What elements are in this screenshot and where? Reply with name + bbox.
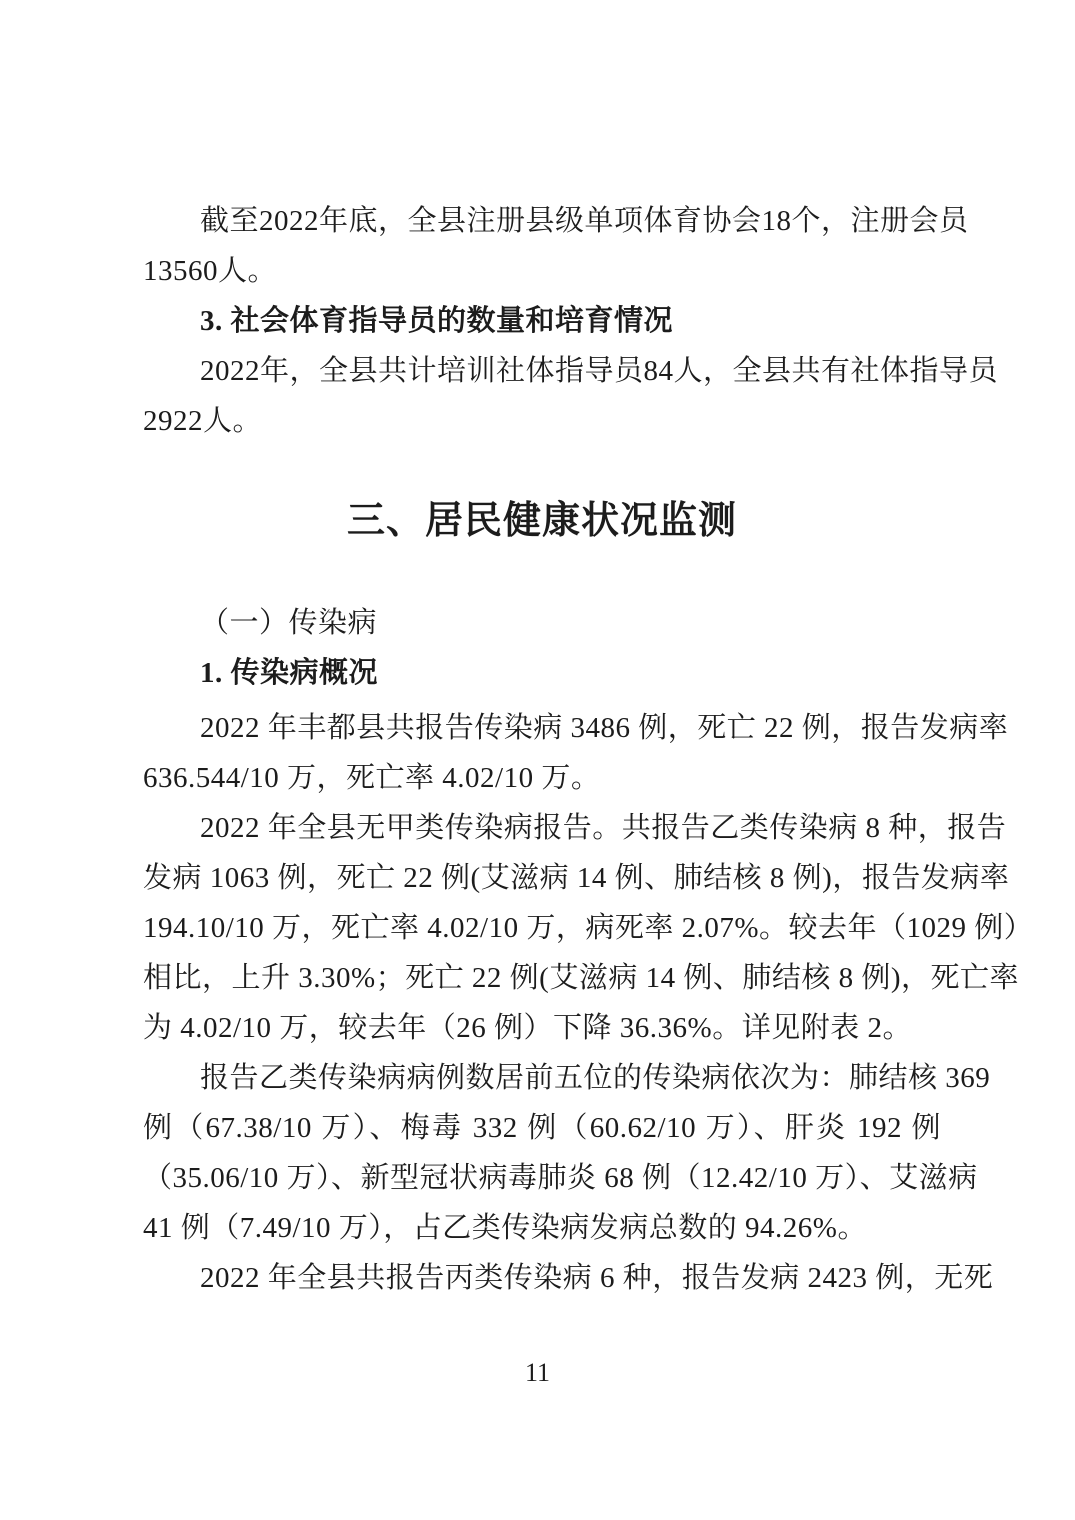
page-number: 11 [524,1358,551,1387]
para-class-b-line-4: 相比，上升 3.30%；死亡 22 例(艾滋病 14 例、肺结核 8 例)，死亡率 [143,962,1019,994]
para-class-b-line-1: 2022 年全县无甲类传染病报告。共报告乙类传染病 8 种，报告 [200,812,1007,844]
para-instructors-line-1: 2022年，全县共计培训社体指导员84人，全县共有社体指导员 [200,355,999,387]
para-associations-line-1: 截至2022年底，全县注册县级单项体育协会18个，注册会员 [200,205,969,237]
section-title: 三、居民健康状况监测 [346,500,737,542]
para-top-five-line-3: （35.06/10 万）、新型冠状病毒肺炎 68 例（12.42/10 万）、艾滋病 [143,1162,978,1194]
para-overview-line-1: 2022 年丰都县共报告传染病 3486 例，死亡 22 例，报告发病率 [200,712,1009,744]
para-class-b-line-3: 194.10/10 万，死亡率 4.02/10 万，病死率 2.07%。较去年（1029 例） [143,912,1034,944]
para-class-c-line-1: 2022 年全县共报告丙类传染病 6 种，报告发病 2423 例，无死 [200,1262,994,1294]
para-top-five-line-4: 41 例（7.49/10 万），占乙类传染病发病总数的 94.26%。 [143,1212,867,1244]
para-top-five-line-2: 例（67.38/10 万）、梅毒 332 例（60.62/10 万）、肝炎 192 例 [143,1112,941,1144]
document-body [143,196,1034,1303]
para-associations-line-2: 13560人。 [143,255,278,287]
para-overview-line-2: 636.544/10 万，死亡率 4.02/10 万。 [143,762,601,794]
subsection-heading: （一）传染病 [200,607,378,639]
para-class-b-line-5: 为 4.02/10 万，较去年（26 例）下降 36.36%。详见附表 2。 [143,1012,912,1044]
para-class-b-line-2: 发病 1063 例，死亡 22 例(艾滋病 14 例、肺结核 8 例)，报告发病率 [143,862,1010,894]
para-instructors-line-2: 2922人。 [143,405,263,437]
numbered-heading-overview: 1. 传染病概况 [200,657,379,689]
para-top-five-line-1: 报告乙类传染病病例数居前五位的传染病依次为：肺结核 369 [200,1062,991,1094]
numbered-heading-instructors: 3. 社会体育指导员的数量和培育情况 [200,305,674,337]
